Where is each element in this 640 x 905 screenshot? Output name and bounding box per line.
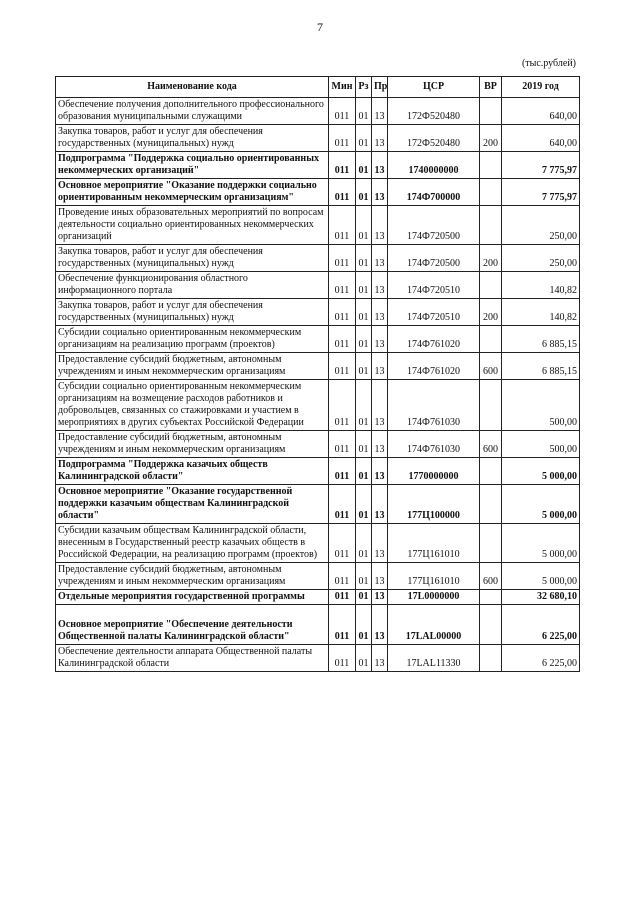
cell-csr: 17LAL00000: [388, 605, 480, 645]
cell-pr: 13: [372, 206, 388, 245]
table-row: [56, 206, 580, 245]
cell-min: 011: [329, 605, 356, 645]
cell-rz: 01: [356, 590, 372, 605]
cell-csr: 174Ф720500: [388, 245, 480, 272]
cell-pr: 13: [372, 245, 388, 272]
cell-amount: 140,82: [502, 299, 580, 326]
cell-amount: 5 000,00: [502, 458, 580, 485]
cell-amount: 640,00: [502, 98, 580, 125]
cell-csr: 1770000000: [388, 458, 480, 485]
cell-amount: 5 000,00: [502, 563, 580, 590]
cell-vr: [480, 590, 502, 605]
cell-min: 011: [329, 206, 356, 245]
cell-pr: 13: [372, 272, 388, 299]
cell-vr: [480, 179, 502, 206]
cell-name: Закупка товаров, работ и услуг для обеспечения государственных (муниципальных) нужд: [56, 245, 329, 272]
cell-pr: 13: [372, 563, 388, 590]
table-row: [56, 485, 580, 524]
cell-rz: 01: [356, 152, 372, 179]
cell-vr: [480, 380, 502, 431]
cell-name: Субсидии социально ориентированным некоммерческим организациям на возмещение расходов работников и добровольцев, связанных со стажировками и участием в мероприятиях в других субъектах Российской Федерации: [56, 380, 329, 431]
cell-csr: 174Ф761030: [388, 431, 480, 458]
cell-rz: 01: [356, 299, 372, 326]
table-row: [56, 326, 580, 353]
table-row: [56, 645, 580, 672]
cell-min: 011: [329, 326, 356, 353]
table-row: [56, 431, 580, 458]
cell-vr: [480, 645, 502, 672]
cell-pr: 13: [372, 431, 388, 458]
cell-rz: 01: [356, 380, 372, 431]
table-row: [56, 458, 580, 485]
cell-rz: 01: [356, 179, 372, 206]
cell-csr: 174Ф761030: [388, 380, 480, 431]
cell-amount: 500,00: [502, 380, 580, 431]
cell-csr: 17L0000000: [388, 590, 480, 605]
table-row: [56, 299, 580, 326]
cell-pr: 13: [372, 645, 388, 672]
cell-vr: [480, 152, 502, 179]
cell-name: Закупка товаров, работ и услуг для обеспечения государственных (муниципальных) нужд: [56, 125, 329, 152]
table-row: [56, 563, 580, 590]
budget-table: [55, 76, 580, 672]
cell-min: 011: [329, 125, 356, 152]
cell-vr: [480, 98, 502, 125]
cell-vr: [480, 524, 502, 563]
cell-amount: 140,82: [502, 272, 580, 299]
cell-amount: 500,00: [502, 431, 580, 458]
cell-name: Предоставление субсидий бюджетным, автономным учреждениям и иным некоммерческим организациям: [56, 431, 329, 458]
cell-name: Подпрограмма "Поддержка социально ориентированных некоммерческих организаций": [56, 152, 329, 179]
cell-pr: 13: [372, 524, 388, 563]
cell-amount: 6 885,15: [502, 353, 580, 380]
cell-amount: 32 680,10: [502, 590, 580, 605]
cell-vr: 200: [480, 125, 502, 152]
units-label: (тыс.рублей): [521, 58, 576, 69]
cell-min: 011: [329, 152, 356, 179]
cell-name: Основное мероприятие "Обеспечение деятельности Общественной палаты Калининградской области": [56, 605, 329, 645]
table-row: [56, 590, 580, 605]
cell-vr: [480, 485, 502, 524]
cell-rz: 01: [356, 605, 372, 645]
cell-amount: 7 775,97: [502, 179, 580, 206]
cell-rz: 01: [356, 206, 372, 245]
cell-pr: 13: [372, 590, 388, 605]
cell-min: 011: [329, 524, 356, 563]
cell-csr: 174Ф700000: [388, 179, 480, 206]
table-row: [56, 524, 580, 563]
cell-min: 011: [329, 272, 356, 299]
cell-amount: 6 225,00: [502, 645, 580, 672]
header-year: 2019 год: [502, 77, 580, 98]
cell-pr: 13: [372, 179, 388, 206]
cell-rz: 01: [356, 485, 372, 524]
cell-name: Обеспечение получения дополнительного профессионального образования муниципальными служащими: [56, 98, 329, 125]
cell-csr: 174Ф761020: [388, 326, 480, 353]
cell-vr: 600: [480, 353, 502, 380]
cell-pr: 13: [372, 125, 388, 152]
table-header-row: [56, 77, 580, 98]
cell-amount: 6 885,15: [502, 326, 580, 353]
cell-vr: 200: [480, 245, 502, 272]
cell-pr: 13: [372, 299, 388, 326]
cell-rz: 01: [356, 563, 372, 590]
cell-pr: 13: [372, 458, 388, 485]
header-csr: ЦСР: [388, 77, 480, 98]
table-row: [56, 179, 580, 206]
cell-pr: 13: [372, 380, 388, 431]
table-row: [56, 272, 580, 299]
cell-csr: 174Ф761020: [388, 353, 480, 380]
cell-pr: 13: [372, 485, 388, 524]
cell-name: Обеспечение деятельности аппарата Общественной палаты Калининградской области: [56, 645, 329, 672]
cell-name: Подпрограмма "Поддержка казачьих обществ Калининградской области": [56, 458, 329, 485]
cell-amount: 640,00: [502, 125, 580, 152]
cell-name: Основное мероприятие "Оказание государственной поддержки казачьим обществам Калининградской области": [56, 485, 329, 524]
cell-min: 011: [329, 245, 356, 272]
cell-vr: [480, 605, 502, 645]
cell-amount: 6 225,00: [502, 605, 580, 645]
table-row: [56, 125, 580, 152]
cell-rz: 01: [356, 353, 372, 380]
cell-csr: 177Ц161010: [388, 524, 480, 563]
cell-csr: 174Ф720510: [388, 299, 480, 326]
cell-rz: 01: [356, 326, 372, 353]
cell-min: 011: [329, 353, 356, 380]
cell-name: Основное мероприятие "Оказание поддержки социально ориентированным некоммерческим организациям": [56, 179, 329, 206]
table-row: [56, 353, 580, 380]
cell-name: Обеспечение функционирования областного информационного портала: [56, 272, 329, 299]
cell-min: 011: [329, 299, 356, 326]
table-row: [56, 380, 580, 431]
cell-vr: [480, 206, 502, 245]
cell-name: Предоставление субсидий бюджетным, автономным учреждениям и иным некоммерческим организациям: [56, 353, 329, 380]
cell-csr: 174Ф720500: [388, 206, 480, 245]
cell-name: Субсидии казачьим обществам Калининградской области, внесенным в Государственный реестр казачьих обществ в Российской Федерации, на реализацию программ (проектов): [56, 524, 329, 563]
cell-rz: 01: [356, 272, 372, 299]
cell-rz: 01: [356, 458, 372, 485]
cell-vr: 600: [480, 431, 502, 458]
cell-csr: 1740000000: [388, 152, 480, 179]
cell-name: Проведение иных образовательных мероприятий по вопросам деятельности социально ориентированных некоммерческих организаций: [56, 206, 329, 245]
cell-csr: 177Ц100000: [388, 485, 480, 524]
cell-min: 011: [329, 563, 356, 590]
table-row: [56, 245, 580, 272]
cell-rz: 01: [356, 125, 372, 152]
cell-name: Субсидии социально ориентированным некоммерческим организациям на реализацию программ (проектов): [56, 326, 329, 353]
table-body: [56, 98, 580, 672]
cell-rz: 01: [356, 524, 372, 563]
cell-vr: [480, 326, 502, 353]
table-row: [56, 98, 580, 125]
cell-rz: 01: [356, 245, 372, 272]
cell-min: 011: [329, 458, 356, 485]
cell-vr: [480, 458, 502, 485]
cell-csr: 17LAL11330: [388, 645, 480, 672]
cell-vr: [480, 272, 502, 299]
cell-pr: 13: [372, 326, 388, 353]
table-row: [56, 605, 580, 645]
header-rz: Рз: [356, 77, 372, 98]
cell-amount: 7 775,97: [502, 152, 580, 179]
header-vr: ВР: [480, 77, 502, 98]
cell-min: 011: [329, 431, 356, 458]
cell-csr: 172Ф520480: [388, 125, 480, 152]
table-row: [56, 152, 580, 179]
cell-min: 011: [329, 179, 356, 206]
cell-min: 011: [329, 380, 356, 431]
cell-min: 011: [329, 590, 356, 605]
cell-min: 011: [329, 645, 356, 672]
header-min: Мин: [329, 77, 356, 98]
cell-amount: 250,00: [502, 206, 580, 245]
cell-pr: 13: [372, 98, 388, 125]
cell-vr: 200: [480, 299, 502, 326]
cell-amount: 5 000,00: [502, 485, 580, 524]
cell-pr: 13: [372, 605, 388, 645]
cell-min: 011: [329, 485, 356, 524]
cell-csr: 172Ф520480: [388, 98, 480, 125]
cell-name: Закупка товаров, работ и услуг для обеспечения государственных (муниципальных) нужд: [56, 299, 329, 326]
cell-rz: 01: [356, 431, 372, 458]
page-number: 7: [317, 20, 323, 34]
cell-pr: 13: [372, 353, 388, 380]
cell-pr: 13: [372, 152, 388, 179]
cell-vr: 600: [480, 563, 502, 590]
cell-name: Предоставление субсидий бюджетным, автономным учреждениям и иным некоммерческим организациям: [56, 563, 329, 590]
cell-rz: 01: [356, 645, 372, 672]
header-name: Наименование кода: [56, 77, 329, 98]
cell-name: Отдельные мероприятия государственной программы: [56, 590, 329, 605]
cell-amount: 250,00: [502, 245, 580, 272]
cell-min: 011: [329, 98, 356, 125]
header-pr: Пр: [372, 77, 388, 98]
cell-rz: 01: [356, 98, 372, 125]
cell-amount: 5 000,00: [502, 524, 580, 563]
cell-csr: 177Ц161010: [388, 563, 480, 590]
cell-csr: 174Ф720510: [388, 272, 480, 299]
